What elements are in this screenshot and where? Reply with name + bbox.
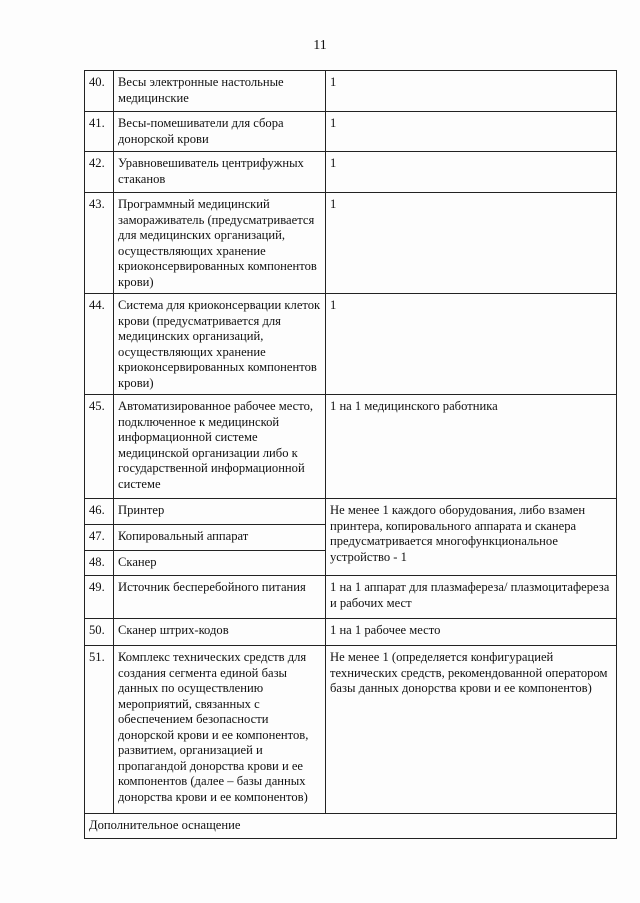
equipment-name: Весы электронные настольные медицинские [114,71,326,112]
equipment-name: Источник бесперебойного питания [114,576,326,619]
equipment-name: Сканер [114,551,326,576]
page-number: 11 [313,38,327,53]
equipment-quantity: 1 на 1 рабочее место [326,619,617,646]
equipment-name: Система для криоконсервации клеток крови (предусматривается для медицинских организаций, осуществляющих хранение криоконсервированных компонентов крови) [114,294,326,395]
row-number: 47. [85,525,114,551]
row-number: 41. [85,112,114,152]
table-row [85,646,617,814]
table-row [85,152,617,193]
equipment-name: Сканер штрих-кодов [114,619,326,646]
row-number: 40. [85,71,114,112]
table-row [85,619,617,646]
table-row [85,193,617,294]
equipment-quantity: 1 на 1 медицинского работника [326,395,617,499]
row-number: 45. [85,395,114,499]
row-number: 49. [85,576,114,619]
row-number: 42. [85,152,114,193]
table-row [85,71,617,112]
equipment-quantity: Не менее 1 (определяется конфигурацией технических средств, рекомендованной оператором базы данных донорства крови и ее компонентов) [326,646,617,814]
equipment-quantity: 1 [326,152,617,193]
table-row [85,395,617,499]
table-row [85,112,617,152]
row-number: 44. [85,294,114,395]
equipment-table [84,70,617,839]
equipment-quantity: 1 [326,112,617,152]
row-number: 46. [85,499,114,525]
equipment-name: Комплекс технических средств для создания сегмента единой базы данных по осуществлению мероприятий, связанных с обеспечением безопасности донорской крови и ее компонентов, развитием, организацией и пропагандой донорства крови и ее компонентов (далее – базы данных донорства крови и ее компонентов) [114,646,326,814]
section-footer-row [85,814,617,839]
section-footer: Дополнительное оснащение [85,814,617,839]
equipment-name: Автоматизированное рабочее место, подключенное к медицинской информационной системе медицинской организации либо к государственной информационной системе [114,395,326,499]
row-number: 43. [85,193,114,294]
equipment-quantity: 1 [326,193,617,294]
table-row [85,576,617,619]
equipment-quantity: 1 на 1 аппарат для плазмафереза/ плазмоцитафереза и рабочих мест [326,576,617,619]
equipment-quantity: 1 [326,294,617,395]
equipment-name: Весы-помешиватели для сбора донорской крови [114,112,326,152]
table-row [85,499,617,525]
row-number: 50. [85,619,114,646]
row-number: 48. [85,551,114,576]
equipment-quantity: Не менее 1 каждого оборудования, либо взамен принтера, копировального аппарата и сканера предусматривается многофункциональное устройство - 1 [326,499,617,576]
equipment-name: Программный медицинский замораживатель (предусматривается для медицинских организаций, осуществляющих хранение криоконсервированных компонентов крови) [114,193,326,294]
equipment-name: Копировальный аппарат [114,525,326,551]
equipment-name: Принтер [114,499,326,525]
equipment-quantity: 1 [326,71,617,112]
row-number: 51. [85,646,114,814]
table-row [85,294,617,395]
equipment-name: Уравновешиватель центрифужных стаканов [114,152,326,193]
